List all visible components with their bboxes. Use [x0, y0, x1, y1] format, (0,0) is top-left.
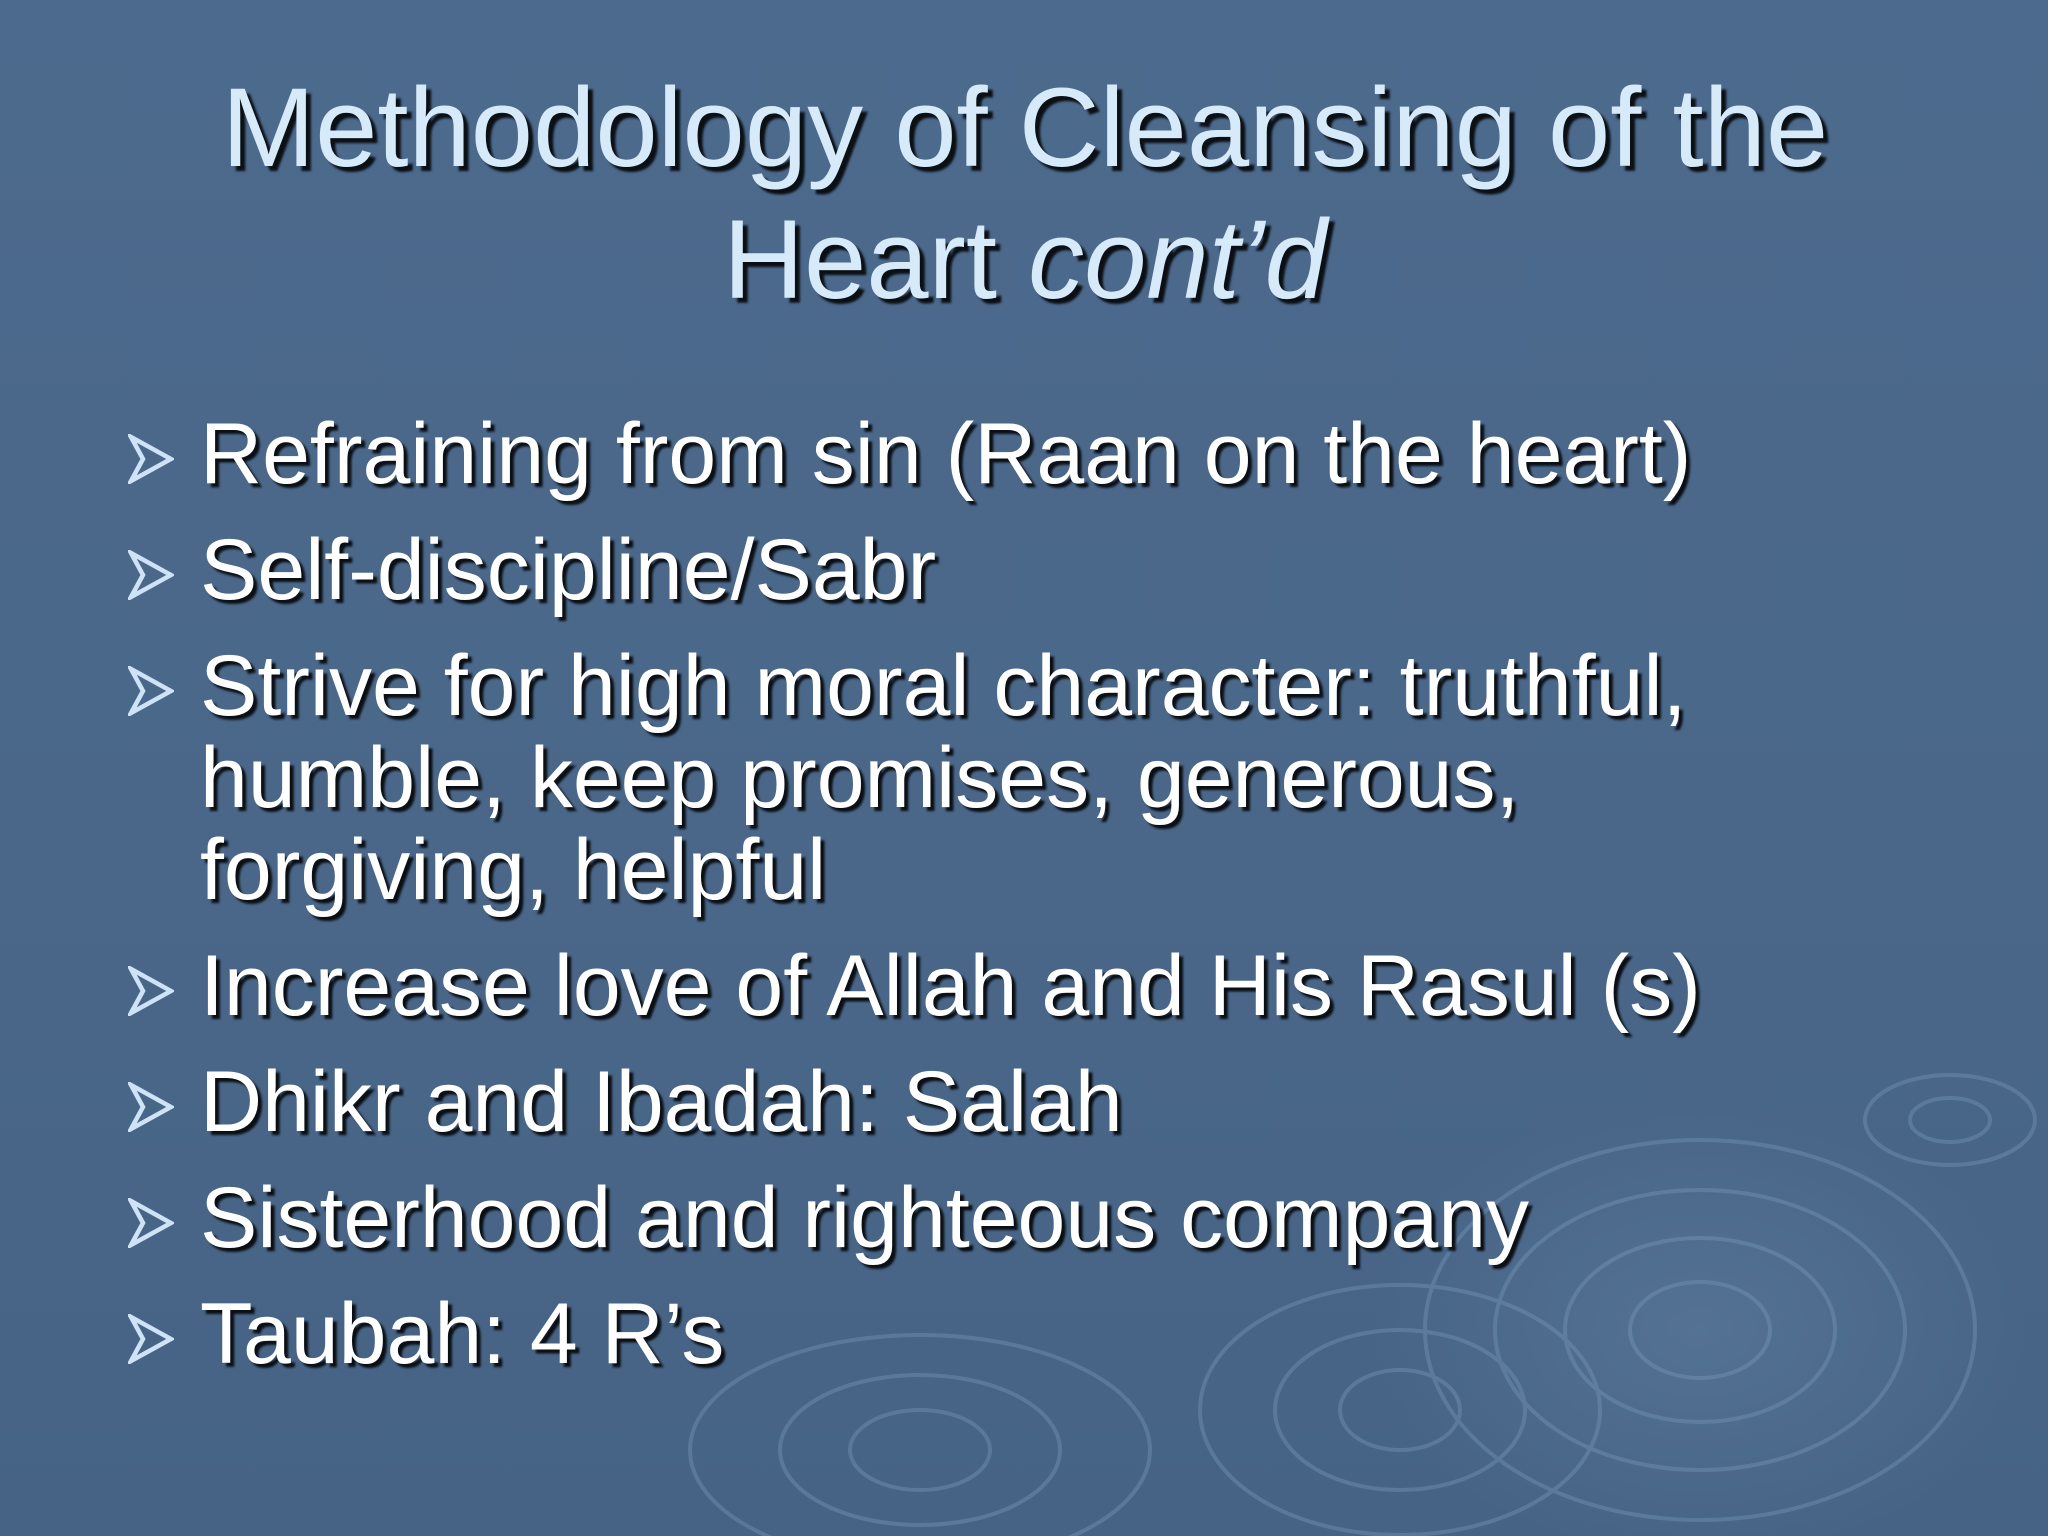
arrowhead-bullet-icon: [128, 1198, 174, 1248]
slide-title-emphasis: cont’d: [1028, 197, 1327, 322]
slide-title: [120, 62, 1930, 326]
arrowhead-bullet-icon: [128, 1314, 174, 1364]
arrowhead-bullet-icon: [128, 1082, 174, 1132]
bullet-text: Self-discipline/Sabr: [200, 522, 937, 618]
bullet-text: Refraining from sin (Raan on the heart): [200, 406, 1692, 502]
slide-title-main: Methodology of Cleansing of the Heart: [221, 65, 1829, 322]
bullet-item: [0, 1172, 2048, 1264]
bullet-text: Dhikr and Ibadah: Salah: [200, 1054, 1123, 1150]
bullet-text: Strive for high moral character: truthful, humble, keep promises, generous, forgiving, helpful: [200, 638, 1687, 918]
bullet-list: [0, 408, 2048, 1404]
arrowhead-bullet-icon: [128, 434, 174, 484]
bullet-item: [0, 408, 2048, 500]
bullet-text: Taubah: 4 R’s: [200, 1286, 725, 1382]
arrowhead-bullet-icon: [128, 966, 174, 1016]
arrowhead-bullet-icon: [128, 550, 174, 600]
arrowhead-bullet-icon: [128, 666, 174, 716]
bullet-text: Increase love of Allah and His Rasul (s): [200, 938, 1701, 1034]
bullet-item: [0, 1288, 2048, 1380]
bullet-item: [0, 640, 2048, 916]
bullet-item: [0, 524, 2048, 616]
bullet-text: Sisterhood and righteous company: [200, 1170, 1530, 1266]
bullet-item: [0, 1056, 2048, 1148]
bullet-item: [0, 940, 2048, 1032]
